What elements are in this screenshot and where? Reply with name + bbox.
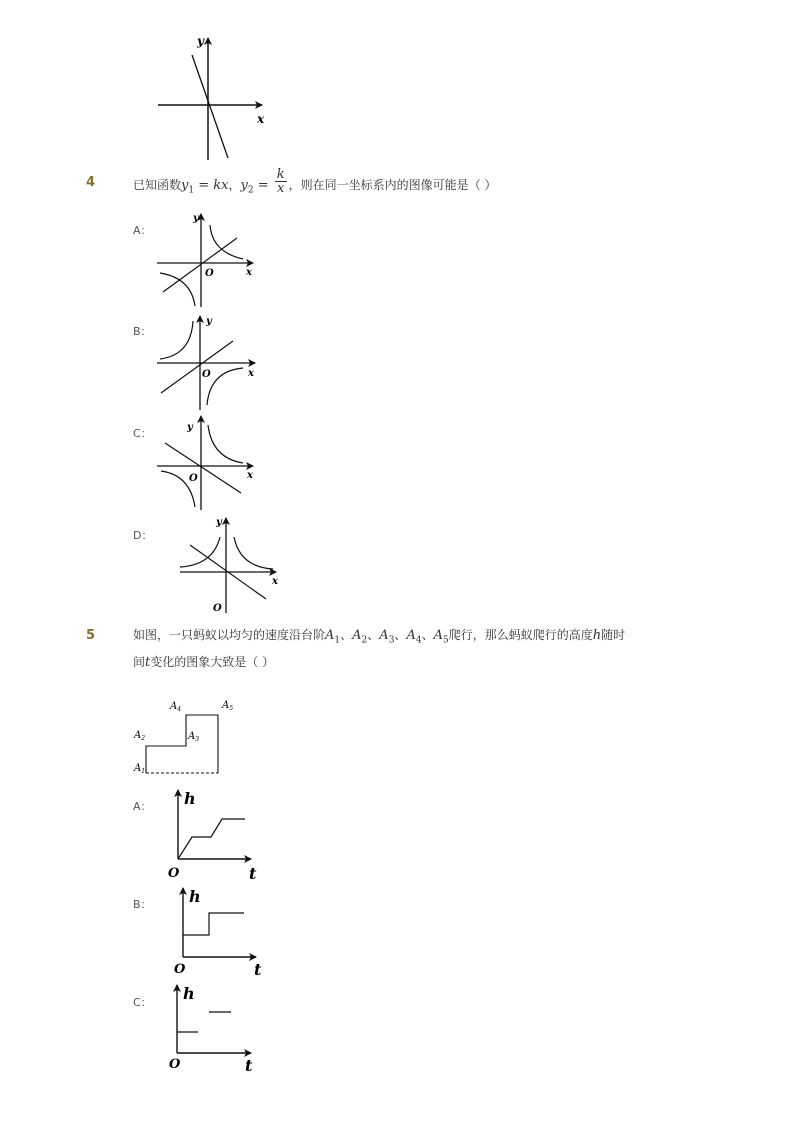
top-graph-y-label: y [197, 34, 204, 48]
q4-a-y: y [193, 213, 199, 224]
q4-option-b-label[interactable]: B： [133, 325, 152, 338]
q4-option-c-graph[interactable] [155, 413, 265, 513]
q5-p4-sub: 4 [415, 635, 422, 646]
q4-frac-den: x [277, 181, 285, 196]
q5-h: h [592, 628, 602, 643]
q5-line2-suffix: 变化的图象大致是（ ） [150, 655, 275, 669]
q4-option-c-label[interactable]: C： [133, 427, 152, 440]
q4-d-y: y [216, 517, 222, 528]
q4-option-d-graph[interactable] [178, 515, 288, 615]
q5-c-o: O [169, 1057, 181, 1072]
top-graph [150, 30, 280, 165]
q4-y1-sub: 1 [188, 185, 195, 196]
q4-y2: y [240, 178, 248, 193]
q5-line1-suffix: 爬行，那么蚂蚁爬行的高度 [448, 628, 593, 642]
q4-sep: ， [228, 178, 241, 192]
q4-fraction [275, 168, 287, 195]
q5-number: 5 [86, 628, 96, 643]
q5-option-c-graph[interactable] [165, 980, 275, 1080]
q5-dun3: 、 [394, 628, 407, 642]
q5-p2: A [352, 628, 362, 643]
q5-staircase-figure [130, 695, 240, 780]
q4-text [133, 167, 497, 200]
q4-a-x: x [246, 267, 252, 278]
q5-dun4: 、 [421, 628, 434, 642]
q5-option-a-graph[interactable] [165, 785, 275, 885]
q4-a-o: O [205, 268, 214, 279]
q5-c-t: t [245, 1056, 253, 1075]
q4-frac-num: k [276, 167, 285, 182]
q5-p5: A [433, 628, 443, 643]
q4-suffix: ，则在同一坐标系内的图像可能是（ ） [288, 178, 497, 192]
q5-b-t: t [254, 960, 262, 979]
stair-a2: $A_2$ [134, 730, 146, 742]
q5-line2 [133, 652, 274, 673]
q4-prefix: 已知函数 [133, 178, 182, 192]
q4-c-y: y [187, 422, 193, 433]
q5-option-b-label[interactable]: B： [133, 898, 152, 911]
q5-dun2: 、 [367, 628, 380, 642]
q5-b-h: h [189, 887, 201, 906]
q4-c-o: O [189, 473, 198, 484]
q5-option-c-label[interactable]: C： [133, 996, 152, 1009]
q4-option-a-label[interactable]: A： [133, 224, 152, 237]
q5-t: t [145, 655, 151, 670]
q4-number: 4 [86, 175, 96, 190]
q5-p3: A [379, 628, 389, 643]
q4-b-x: x [248, 368, 254, 379]
q5-p4: A [406, 628, 416, 643]
q5-line1-end: 随时 [601, 628, 626, 642]
q5-p2-sub: 2 [361, 635, 368, 646]
q5-p1-sub: 1 [334, 635, 341, 646]
q4-b-o: O [202, 369, 211, 380]
q5-c-h: h [183, 984, 195, 1003]
top-graph-line [192, 55, 228, 158]
q5-line1 [133, 625, 625, 650]
q4-c-x: x [247, 470, 253, 481]
q4-b-y: y [206, 316, 212, 327]
q5-option-b-graph[interactable] [170, 883, 280, 983]
q4-y1-rhs: = kx [194, 178, 229, 193]
stair-a1: $A_1$ [134, 763, 146, 775]
stair-a4: $A_4$ [170, 701, 182, 713]
q5-a-t: t [249, 864, 257, 883]
q4-option-b-graph[interactable] [155, 313, 265, 413]
q5-p1: A [325, 628, 335, 643]
stair-a3: $A_3$ [188, 731, 200, 743]
stair-a5: $A_5$ [222, 700, 234, 712]
q4-d-o: O [213, 603, 222, 614]
q4-d-x: x [272, 576, 278, 587]
q5-line1-prefix: 如图，一只蚂蚁以均匀的速度沿台阶 [133, 628, 326, 642]
q5-option-a-label[interactable]: A： [133, 800, 152, 813]
q4-y2-eq: = [253, 178, 273, 193]
q4-y1: y [181, 178, 189, 193]
q5-b-o: O [174, 962, 186, 977]
q5-dun1: 、 [340, 628, 353, 642]
top-graph-x-label: x [257, 112, 265, 126]
q4-option-d-label[interactable]: D： [133, 529, 153, 542]
q5-line2-prefix: 间 [133, 655, 146, 669]
q4-option-a-graph[interactable] [155, 210, 265, 310]
q5-p5-sub: 5 [442, 635, 449, 646]
q4-y2-sub: 2 [247, 185, 254, 196]
q5-a-o: O [168, 866, 180, 881]
q5-a-h: h [184, 789, 196, 808]
q5-p3-sub: 3 [388, 635, 395, 646]
